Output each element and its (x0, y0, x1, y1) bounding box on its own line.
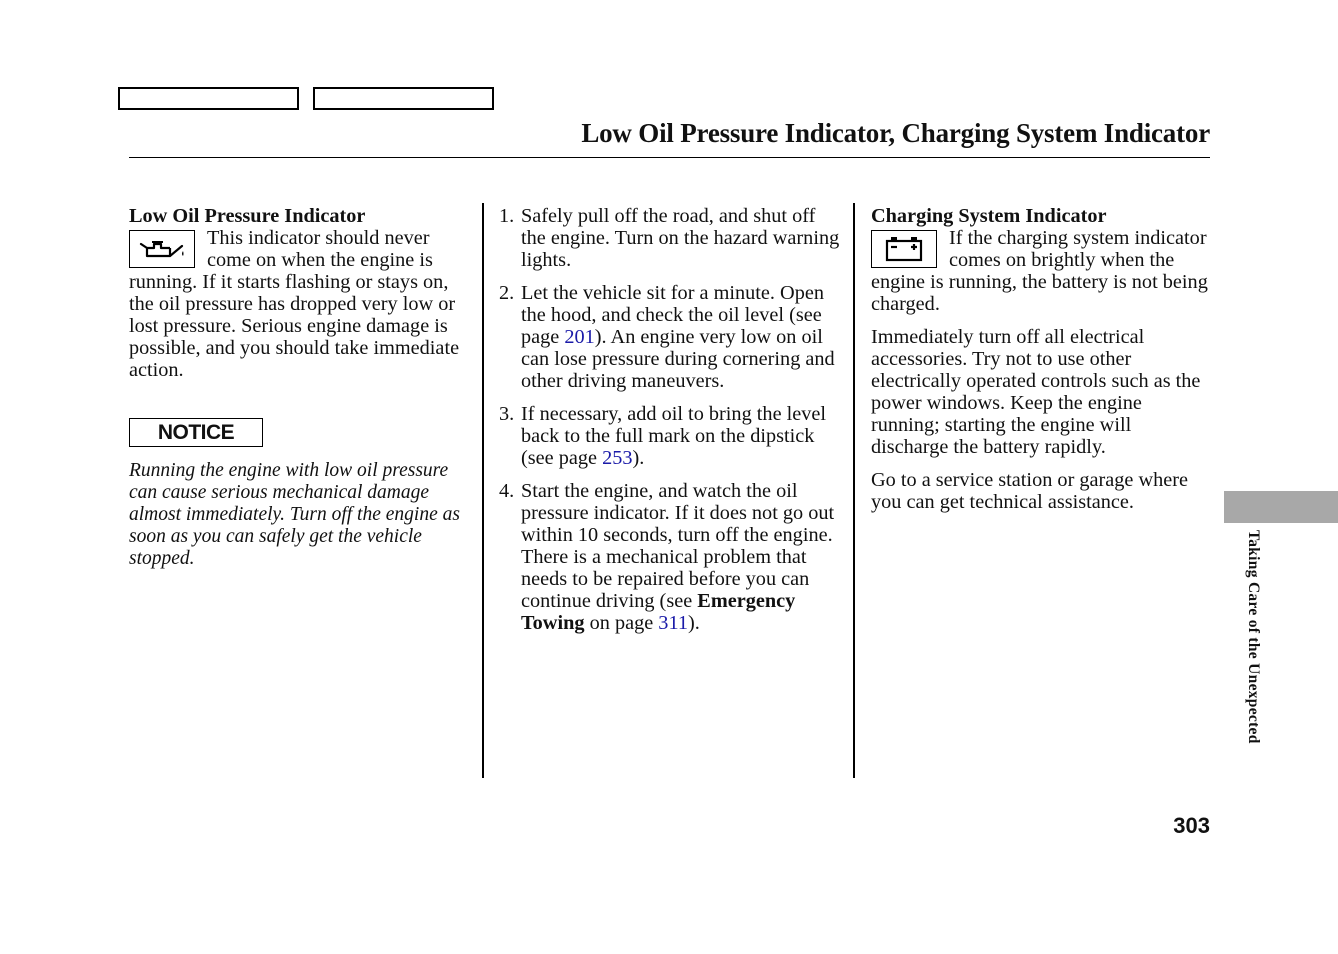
column-divider-1 (482, 203, 484, 778)
step-text: If necessary, add oil to bring the level back to the full mark on the dipstick (see page (521, 403, 827, 469)
notice-text: Running the engine with low oil pressure can cause serious mechanical damage almost immediately. Turn off the engine as soon as you can safely get the vehicle stopped. (129, 460, 460, 569)
charging-assistance: Go to a service station or garage where you can get technical assistance. (871, 469, 1189, 513)
notice-badge: NOTICE (129, 418, 263, 447)
emergency-towing-reference: Emergency Towing (521, 590, 796, 634)
section-heading-oil: Low Oil Pressure Indicator (129, 205, 366, 227)
section-heading-charging: Charging System Indicator (871, 205, 1107, 227)
page-title: Low Oil Pressure Indicator, Charging System Indicator (581, 118, 1210, 148)
charging-instructions: Immediately turn off all electrical accessories. Try not to use other electrically operated controls such as the power windows. Keep the engine running; starting the engine will discharge the battery rapidly. (871, 326, 1201, 458)
middle-column (499, 205, 841, 645)
section-tab[interactable] (1224, 491, 1338, 523)
step-number: 1. (499, 205, 515, 227)
step-text: Start the engine, and watch the oil pressure indicator. If it does not go out within 10 seconds, turn off the engine. There is a mechanical problem that needs to be repaired before you can continue driving (see (521, 480, 835, 612)
page-link-253[interactable]: 253 (602, 447, 633, 469)
left-column (129, 205, 469, 570)
battery-icon (871, 230, 937, 268)
list-item (499, 205, 841, 271)
step-text: ). An engine very low on oil can lose pressure during cornering and other driving maneuvers. (521, 326, 835, 392)
page-number: 303 (1173, 813, 1210, 838)
right-column (871, 205, 1211, 513)
list-item (499, 480, 841, 634)
title-divider (129, 157, 1210, 158)
step-text: ). (632, 447, 645, 469)
step-number: 3. (499, 403, 515, 425)
step-text: on page (584, 612, 659, 634)
page-link-311[interactable]: 311 (658, 612, 688, 634)
oil-can-icon (129, 230, 195, 268)
step-text: ). (687, 612, 700, 634)
step-number: 2. (499, 282, 515, 304)
list-item (499, 282, 841, 392)
step-text: Safely pull off the road, and shut off the engine. Turn on the hazard warning lights. (521, 205, 840, 271)
charging-indicator-description: If the charging system indicator comes on brightly when the engine is running, the battery is not being charged. (871, 227, 1208, 315)
step-number: 4. (499, 480, 515, 502)
column-divider-2 (853, 203, 855, 778)
section-tab-label: Taking Care of the Unexpected (1245, 530, 1262, 744)
steps-list (499, 205, 841, 634)
oil-indicator-description: This indicator should never come on when the engine is running. If it starts flashing or stays on, the oil pressure has dropped very low or lost pressure. Serious engine damage is possible, and you should take immediate action. (129, 227, 460, 381)
index-button[interactable] (313, 87, 494, 110)
main-menu-button[interactable] (118, 87, 299, 110)
list-item (499, 403, 841, 469)
step-text: Let the vehicle sit for a minute. Open the hood, and check the oil level (see page (521, 282, 824, 348)
page-link-201[interactable]: 201 (564, 326, 595, 348)
